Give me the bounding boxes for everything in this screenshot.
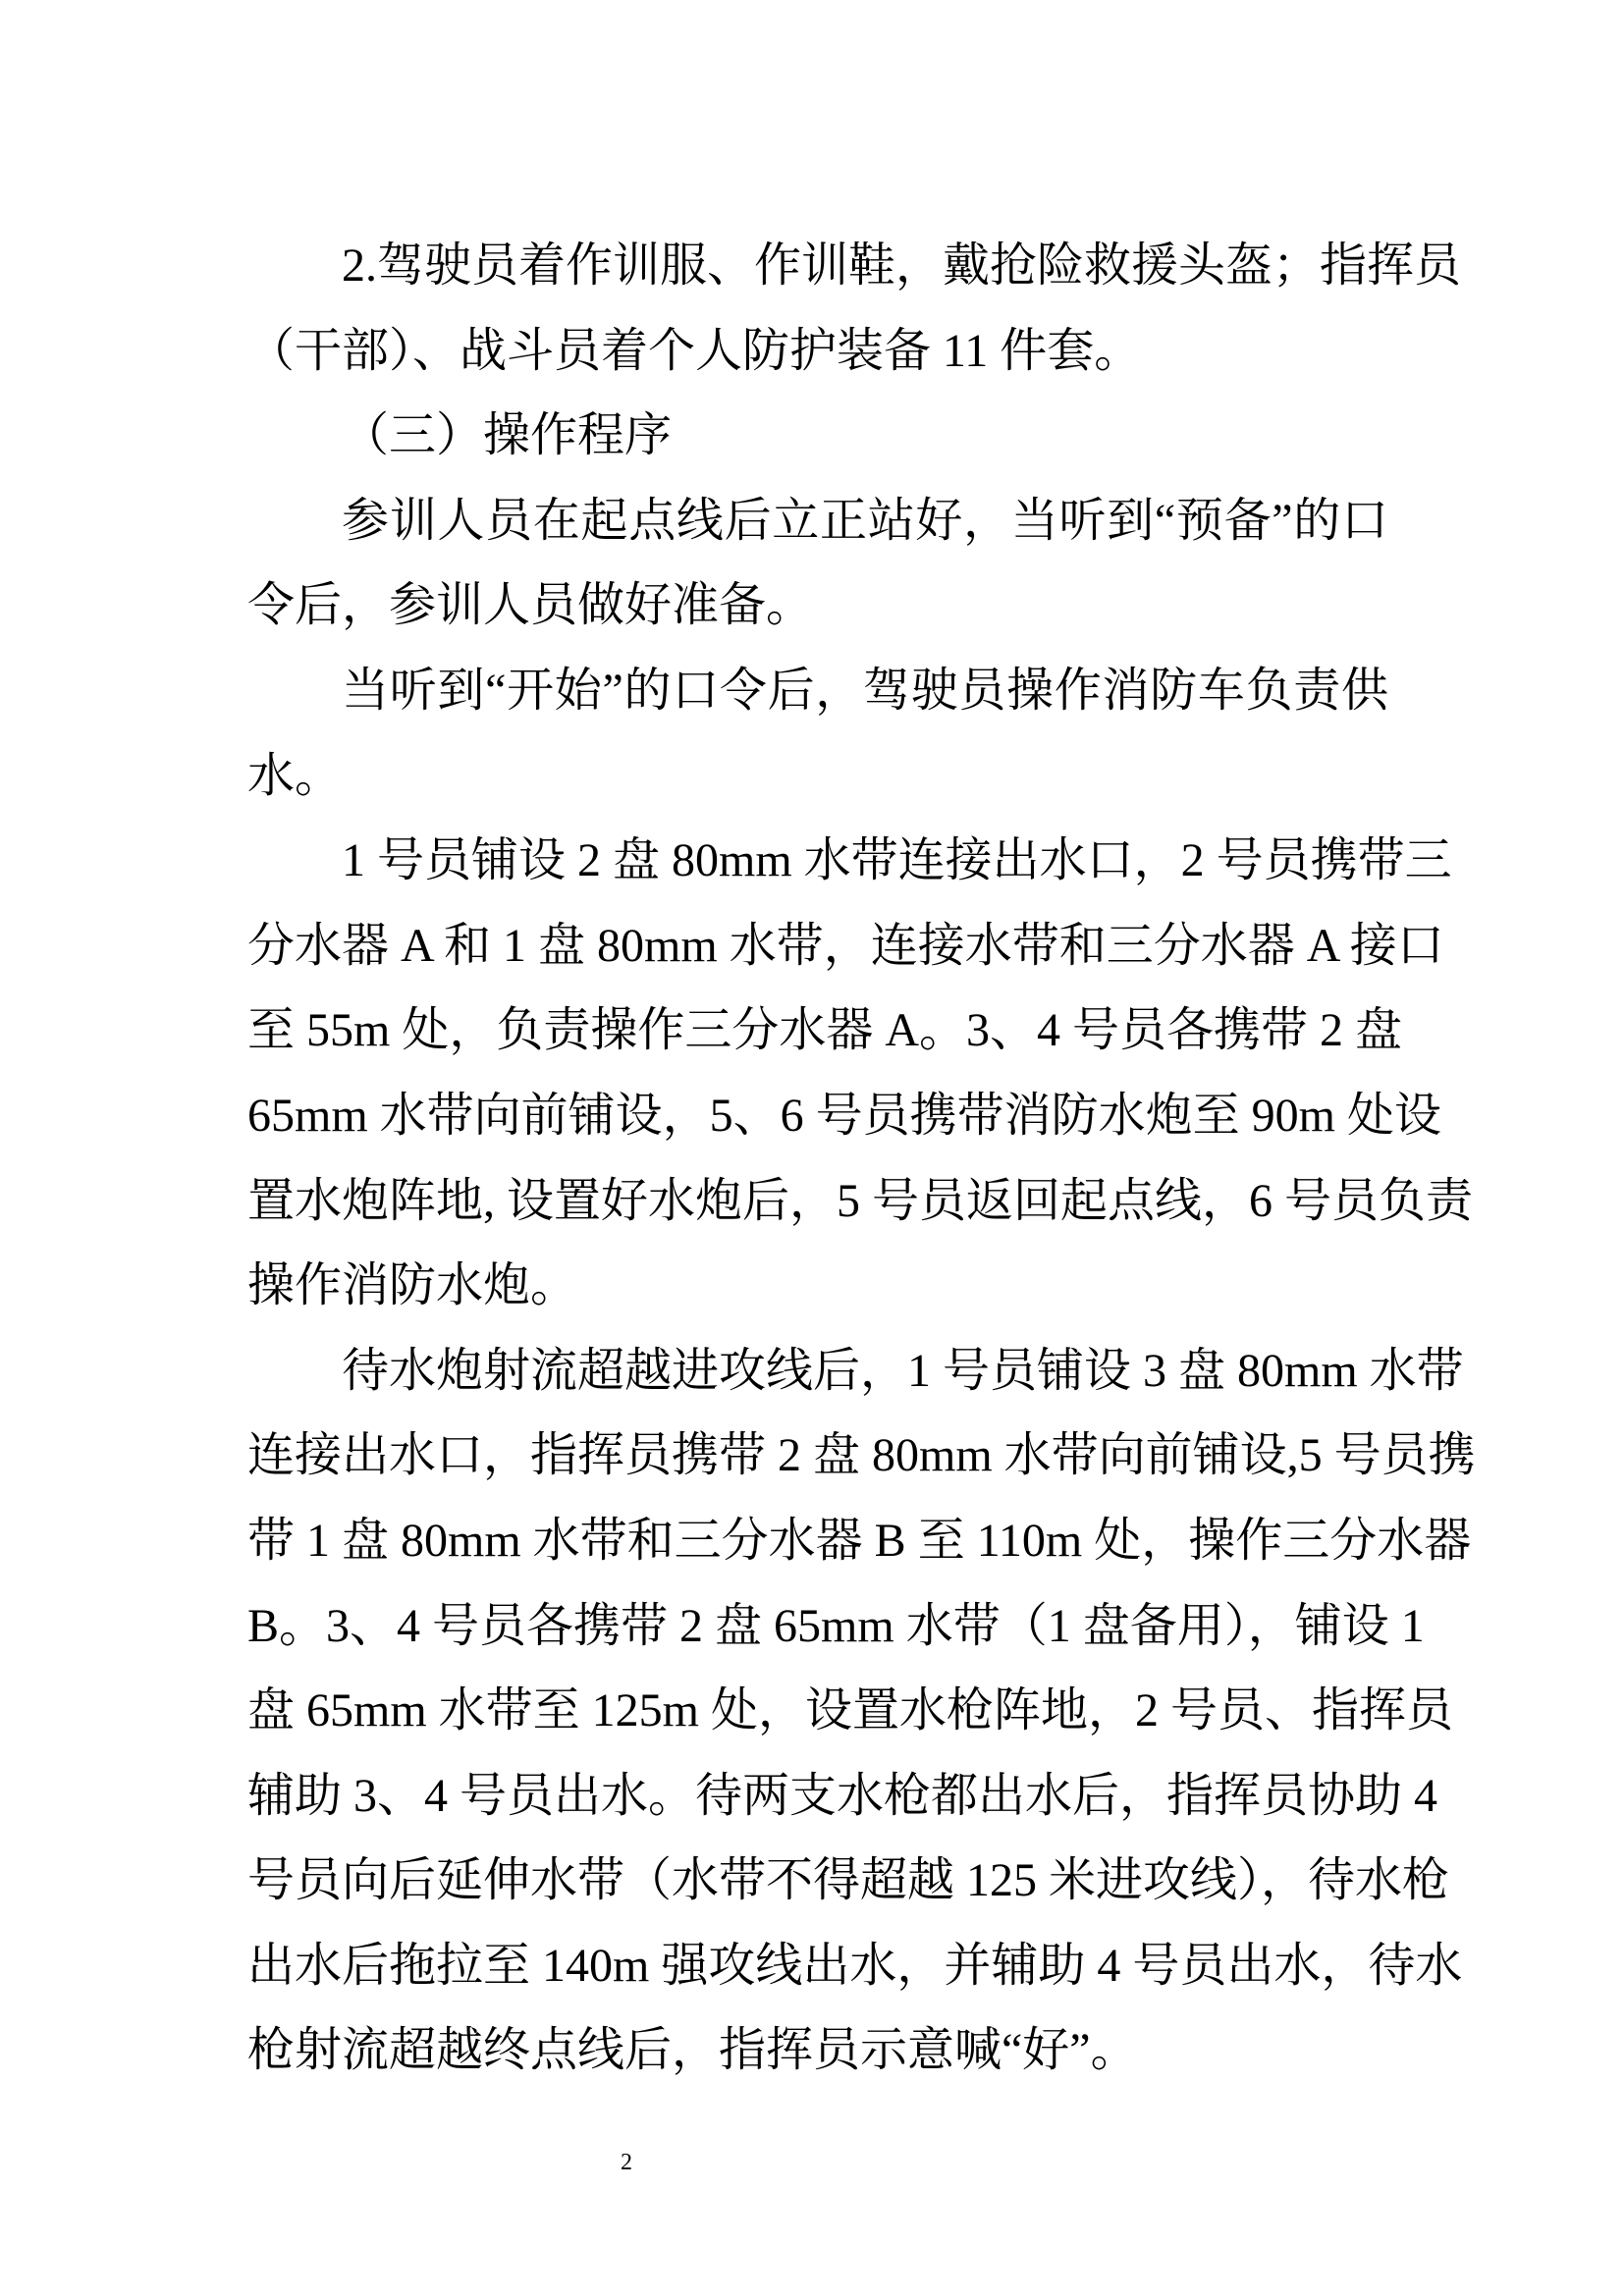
text-line: 分水器 A 和 1 盘 80mm 水带，连接水带和三分水器 A 接口	[247, 919, 1444, 972]
text-line: 1 号员铺设 2 盘 80mm 水带连接出水口，2 号员携带三	[342, 834, 1452, 887]
text-line: 置水炮阵地, 设置好水炮后，5 号员返回起点线，6 号员负责	[247, 1174, 1474, 1227]
paragraph	[247, 819, 1474, 1329]
text-line: 连接出水口，指挥员携带 2 盘 80mm 水带向前铺设,5 号员携	[247, 1429, 1476, 1482]
text-line: B。3、4 号员各携带 2 盘 65mm 水带（1 盘备用），铺设 1	[247, 1599, 1425, 1652]
paragraph	[247, 1329, 1476, 2094]
text-line: 枪射流超越终点线后，指挥员示意喊“好”。	[247, 2024, 1138, 2077]
document-body	[247, 224, 1476, 2094]
paragraph	[247, 224, 1462, 394]
text-line: （干部）、战斗员着个人防护装备 11 件套。	[247, 324, 1142, 377]
page-number: 2	[621, 2150, 632, 2175]
text-line: 出水后拖拉至 140m 强攻线出水，并辅助 4 号员出水，待水	[247, 1939, 1463, 1992]
text-line: 65mm 水带向前铺设，5、6 号员携带消防水炮至 90m 处设	[247, 1089, 1442, 1142]
text-line: （三）操作程序	[342, 409, 673, 462]
text-line: 参训人员在起点线后立正站好，当听到“预备”的口	[342, 494, 1388, 547]
text-line: 操作消防水炮。	[247, 1259, 578, 1312]
paragraph	[247, 479, 1388, 649]
text-line: 令后，参训人员做好准备。	[247, 579, 814, 632]
paragraph	[247, 649, 1388, 819]
text-line: 号员向后延伸水带（水带不得超越 125 米进攻线），待水枪	[247, 1854, 1450, 1907]
text-line: 盘 65mm 水带至 125m 处，设置水枪阵地，2 号员、指挥员	[247, 1684, 1454, 1737]
text-line: 水。	[247, 749, 343, 802]
text-line: 至 55m 处，负责操作三分水器 A。3、4 号员各携带 2 盘	[247, 1004, 1403, 1057]
text-line: 待水炮射流超越进攻线后，1 号员铺设 3 盘 80mm 水带	[342, 1344, 1464, 1397]
text-line: 2.驾驶员着作训服、作训鞋，戴抢险救援头盔；指挥员	[342, 240, 1462, 292]
text-line: 带 1 盘 80mm 水带和三分水器 B 至 110m 处，操作三分水器	[247, 1514, 1472, 1567]
text-line: 当听到“开始”的口令后，驾驶员操作消防车负责供	[342, 664, 1388, 717]
text-line: 辅助 3、4 号员出水。待两支水枪都出水后，指挥员协助 4	[247, 1769, 1438, 1822]
section-heading	[247, 394, 1388, 479]
